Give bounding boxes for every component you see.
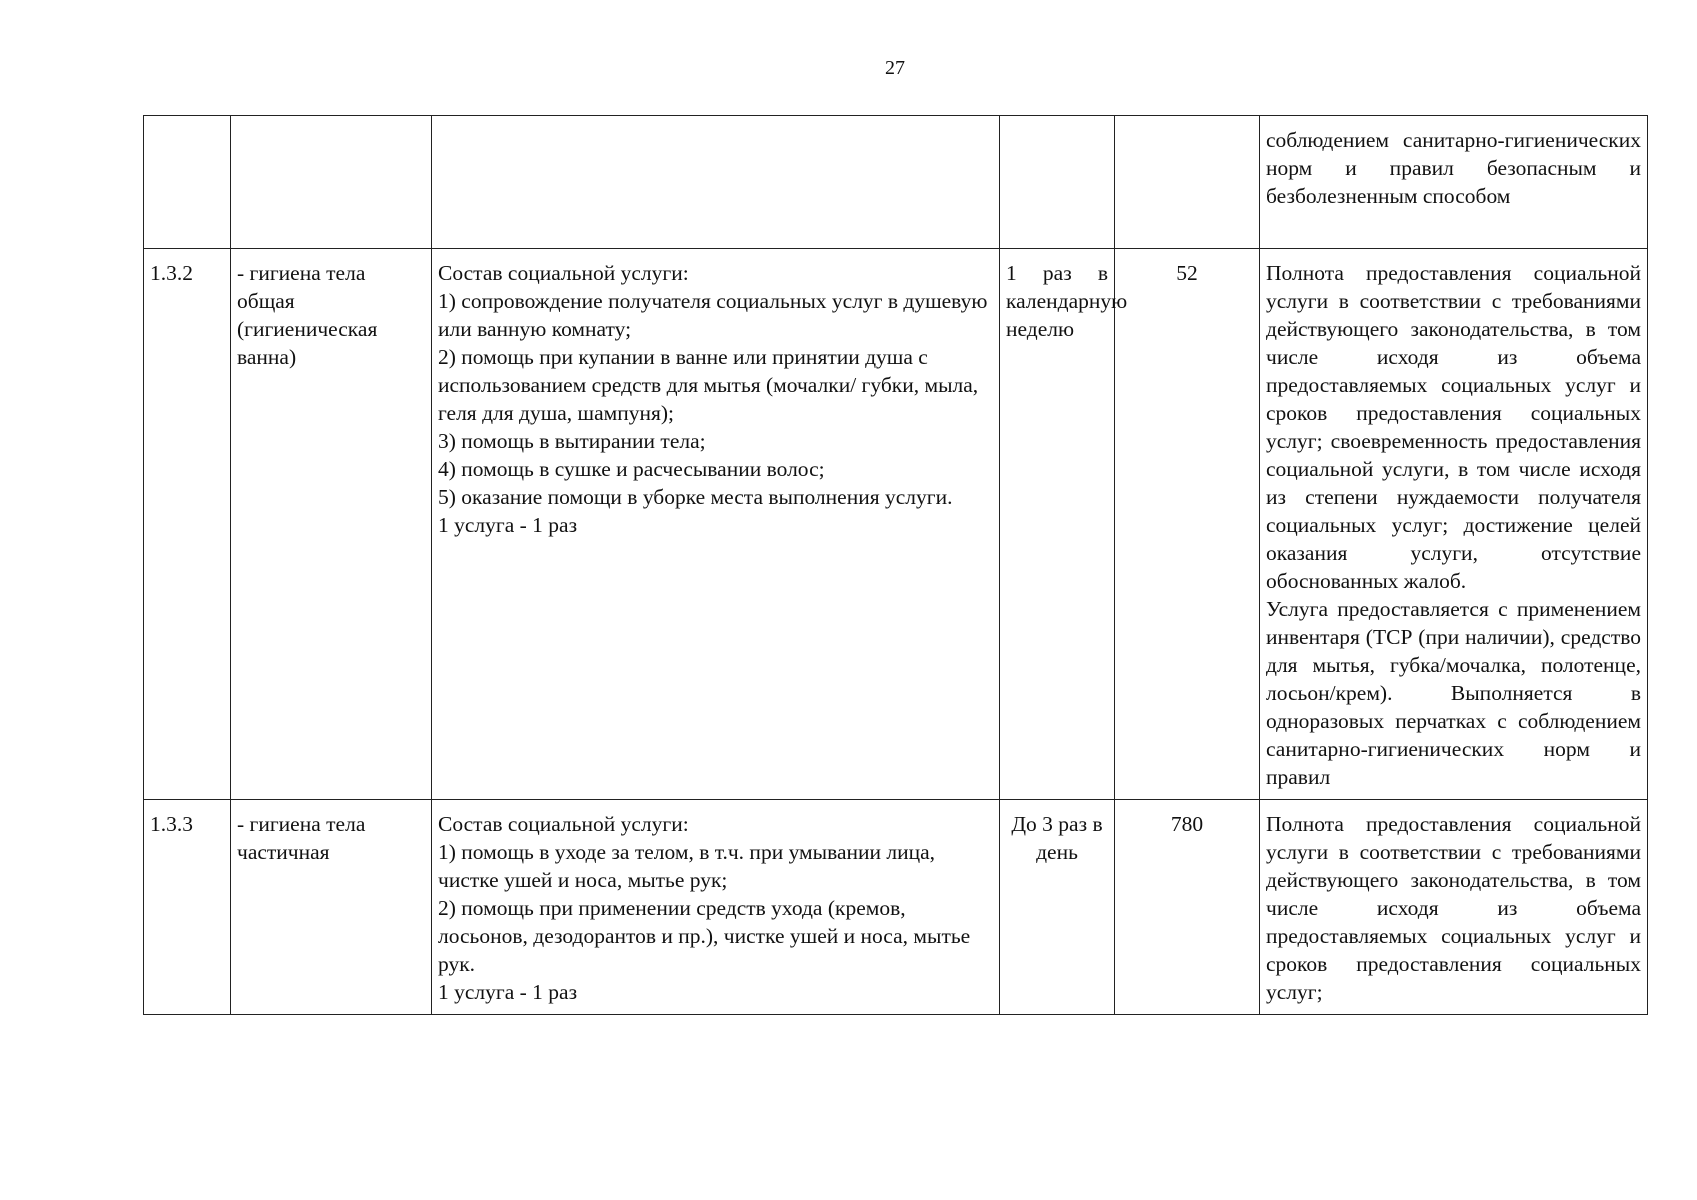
- service-number-cell: 1.3.3: [144, 800, 231, 1015]
- service-quality-cell: [1260, 800, 1648, 1015]
- table-row: [144, 800, 1648, 1015]
- description-line: 1) помощь в уходе за телом, в т.ч. при умывании лица, чистке ушей и носа, мытье рук;: [438, 840, 936, 892]
- service-tariff-cell: 52: [1115, 249, 1260, 800]
- service-tariff-cell: 780: [1115, 800, 1260, 1015]
- service-name-cell: - гигиена тела общая (гигиеническая ванна): [231, 249, 432, 800]
- service-description-cell: [432, 116, 1000, 249]
- description-line: 4) помощь в сушке и расчесывании волос;: [438, 457, 825, 481]
- service-tariff-cell: [1115, 116, 1260, 249]
- service-number-cell: [144, 116, 231, 249]
- page-number: 27: [885, 57, 905, 79]
- service-number-cell: 1.3.2: [144, 249, 231, 800]
- quality-paragraph: Полнота предоставления социальной услуги в соответствии с требованиями действующего законодательства, в том числе исходя из объема предоставляемых социальных услуг и сроков предоставления социальных услуг; своевременность предоставления социальной услуги, в том числе исходя из степени нуждаемости получателя социальных услуг; достижение целей оказания услуги, отсутствие обоснованных жалоб.: [1266, 261, 1641, 593]
- quality-paragraph: соблюдением санитарно-гигиенических норм и правил безопасным и безболезненным способом: [1266, 128, 1641, 208]
- description-line: 2) помощь при купании в ванне или принятии душа с использованием средств для мытья (мочалки/ губки, мыла, геля для душа, шампуня);: [438, 345, 979, 425]
- description-line: Состав социальной услуги:: [438, 261, 689, 285]
- services-table: [143, 115, 1648, 1015]
- service-name-cell: [231, 116, 432, 249]
- description-line: 5) оказание помощи в уборке места выполнения услуги.: [438, 485, 953, 509]
- service-frequency-cell: [1000, 116, 1115, 249]
- quality-paragraph: Полнота предоставления социальной услуги в соответствии с требованиями действующего законодательства, в том числе исходя из объема предоставляемых социальных услуг и сроков предоставления социальных услуг;: [1266, 812, 1641, 1004]
- table-row: [144, 249, 1648, 800]
- description-line: 1 услуга - 1 раз: [438, 980, 578, 1004]
- service-quality-cell: [1260, 116, 1648, 249]
- description-line: 3) помощь в вытирании тела;: [438, 429, 706, 453]
- description-line: Состав социальной услуги:: [438, 812, 689, 836]
- description-line: 2) помощь при применении средств ухода (кремов, лосьонов, дезодорантов и пр.), чистке ушей и носа, мытье рук.: [438, 896, 971, 976]
- service-frequency-cell: До 3 раз в день: [1000, 800, 1115, 1015]
- description-line: 1 услуга - 1 раз: [438, 513, 578, 537]
- service-frequency-cell: 1 раз в календарную неделю: [1000, 249, 1115, 800]
- service-name-cell: - гигиена тела частичная: [231, 800, 432, 1015]
- description-line: 1) сопровождение получателя социальных услуг в душевую или ванную комнату;: [438, 289, 988, 341]
- service-description-cell: [432, 249, 1000, 800]
- quality-paragraph: Услуга предоставляется с применением инвентаря (ТСР (при наличии), средство для мытья, губка/мочалка, полотенце, лосьон/крем). Выполняется в одноразовых перчатках с соблюдением санитарно-гигиенических норм и правил: [1266, 597, 1641, 789]
- table-row: [144, 116, 1648, 249]
- service-description-cell: [432, 800, 1000, 1015]
- service-quality-cell: [1260, 249, 1648, 800]
